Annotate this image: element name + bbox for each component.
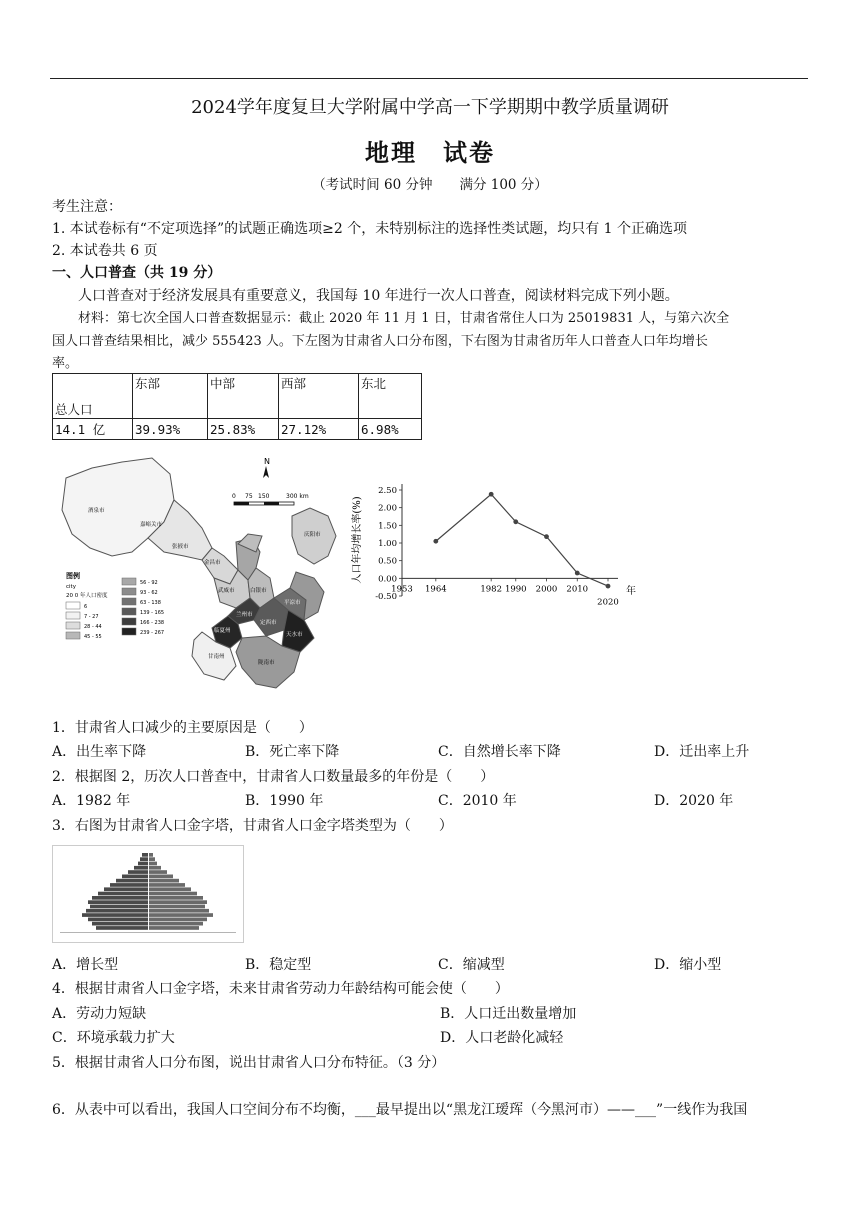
city-label: 天水市	[286, 632, 303, 638]
legend-label: 45 - 55	[84, 634, 102, 640]
scale-label: 0	[232, 493, 236, 500]
x-tick-label: 1953	[391, 584, 413, 595]
q4-option-c[interactable]: C．环境承载力扩大	[52, 1030, 175, 1046]
question-stem: 5．根据甘肃省人口分布图，说出甘肃省人口分布特征。（3 分）	[52, 1055, 446, 1071]
pyramid-bar-female	[149, 922, 203, 926]
pyramid-bar-male	[98, 892, 148, 896]
note-item: 1. 本试卷标有“不定项选择”的试题正确选项≥2 个，未特别标注的选择性类试题，均只有 1 个正确选项	[52, 221, 688, 237]
x-tick-label: 2020	[597, 597, 619, 608]
pyramid-bar-male	[134, 866, 148, 870]
data-point	[606, 584, 611, 589]
pyramid-bar-male	[138, 862, 148, 866]
legend-label: 56 - 92	[140, 580, 158, 586]
legend-swatch	[66, 612, 80, 619]
series-line	[436, 494, 608, 586]
exam-title: 2024学年度复旦大学附属中学高一下学期期中教学质量调研	[191, 97, 669, 118]
city-label: 金昌市	[204, 560, 221, 566]
y-tick-label: 2.00	[378, 503, 397, 514]
material-text: 率。	[52, 356, 79, 371]
pyramid-bar-female	[149, 905, 205, 909]
pyramid-bar-female	[149, 883, 185, 887]
q3-option-d[interactable]: D．缩小型	[654, 957, 722, 973]
legend-swatch	[66, 622, 80, 629]
pyramid-bar-male	[128, 870, 148, 874]
city-label: 庆阳市	[304, 532, 321, 538]
pyramid-bar-female	[149, 870, 167, 874]
pyramid-bar-female	[149, 926, 199, 930]
legend-label: 7 - 27	[84, 614, 99, 620]
pyramid-bar-female	[149, 862, 157, 866]
table-cell: 25.83%	[208, 419, 279, 440]
question-stem: 4．根据甘肃省人口金字塔，未来甘肃省劳动力年龄结构可能会使（ ）	[52, 981, 509, 997]
pyramid-bar-male	[140, 857, 148, 861]
y-tick-label: 0.00	[378, 574, 397, 585]
table-header: 西部	[279, 374, 359, 419]
x-axis-label: 年	[626, 586, 636, 597]
legend-swatch	[66, 632, 80, 639]
subject-title: 地理 试卷	[365, 138, 495, 167]
table-header: 中部	[208, 374, 279, 419]
data-point	[544, 534, 549, 539]
legend-title: 图例	[66, 571, 80, 580]
pyramid-bar-female	[149, 875, 173, 879]
city-label: 兰州市	[236, 612, 253, 618]
pyramid-bar-male	[104, 887, 148, 891]
legend-label: 6	[84, 604, 88, 610]
pyramid-bar-female	[149, 857, 155, 861]
city-label: 平凉市	[284, 600, 301, 606]
population-pyramid	[52, 845, 244, 943]
material-text: 国人口普查结果相比，减少 555423 人。下左图为甘肃省人口分布图，下右图为甘肃省历年人口普查人口年均增长	[52, 334, 708, 349]
question-stem: 2．根据图 2，历次人口普查中，甘肃省人口数量最多的年份是（ ）	[52, 769, 495, 785]
pyramid-bar-female	[149, 900, 207, 904]
data-point	[489, 492, 494, 497]
city-label: 张掖市	[172, 544, 189, 550]
city-label: 临夏州	[214, 628, 231, 634]
pyramid-bar-male	[92, 922, 148, 926]
y-tick-label: 1.00	[378, 539, 397, 549]
pyramid-bar-male	[116, 879, 148, 883]
q1-option-a[interactable]: A．出生率下降	[52, 744, 147, 760]
city-label: 定西市	[260, 620, 277, 626]
pyramid-bar-male	[86, 909, 148, 913]
material-text: 材料：第七次全国人口普查数据显示：截止 2020 年 11 月 1 日，甘肃省常住人口为 25019831 人，与第六次全	[78, 311, 730, 326]
legend-sub: 20 0 年人口密度	[66, 593, 108, 599]
q2-option-d[interactable]: D．2020 年	[654, 793, 734, 809]
legend-label: 139 - 165	[140, 610, 165, 616]
pyramid-bar-female	[149, 866, 161, 870]
data-point	[575, 571, 580, 576]
pyramid-bar-male	[110, 883, 148, 887]
city-label: 甘南州	[208, 654, 225, 660]
pyramid-bar-female	[149, 853, 153, 857]
pyramid-bar-male	[122, 875, 148, 879]
legend-swatch	[66, 602, 80, 609]
city-label: 白银市	[250, 588, 267, 594]
pyramid-bar-female	[149, 879, 179, 883]
table-header: 总人口	[53, 374, 133, 419]
table-cell: 14.1 亿	[53, 419, 133, 440]
q1-option-d[interactable]: D．迁出率上升	[654, 744, 750, 760]
chart-svg	[350, 478, 640, 608]
table-header: 东部	[133, 374, 208, 419]
q2-option-a[interactable]: A．1982 年	[52, 793, 131, 809]
pyramid-svg	[52, 845, 244, 943]
q2-option-b[interactable]: B．1990 年	[245, 793, 324, 809]
city-label: 陇南市	[258, 660, 275, 666]
pyramid-bar-male	[142, 853, 148, 857]
top-rule	[50, 78, 808, 79]
note-item: 2. 本试卷共 6 页	[52, 243, 158, 259]
question-stem: 3．右图为甘肃省人口金字塔，甘肃省人口金字塔类型为（ ）	[52, 818, 453, 834]
scale-label: 75	[245, 493, 253, 500]
legend-swatch	[122, 578, 136, 585]
pyramid-bar-female	[149, 892, 197, 896]
chart-marks	[433, 492, 610, 589]
pyramid-bar-male	[88, 918, 148, 922]
legend-swatch	[122, 608, 136, 615]
pyramid-bar-female	[149, 918, 207, 922]
q1-option-c[interactable]: C．自然增长率下降	[438, 744, 561, 760]
city-label: 酒泉市	[88, 508, 105, 514]
table-cell: 6.98%	[359, 419, 422, 440]
north-arrow-icon	[263, 466, 269, 478]
legend-label: 93 - 62	[140, 590, 158, 596]
x-tick-label: 1990	[504, 584, 527, 595]
pyramid-bar-female	[149, 887, 191, 891]
q3-option-c[interactable]: C．缩减型	[438, 957, 505, 973]
x-tick-label: 1964	[425, 584, 447, 595]
data-point	[513, 519, 518, 524]
question-stem: 1．甘肃省人口减少的主要原因是（ ）	[52, 720, 313, 736]
legend-swatch	[122, 588, 136, 595]
section-intro: 人口普查对于经济发展具有重要意义，我国每 10 年进行一次人口普查，阅读材料完成下列小题。	[78, 288, 679, 304]
legend-label: 239 - 267	[140, 630, 165, 636]
q2-option-c[interactable]: C．2010 年	[438, 793, 517, 809]
table-header: 东北	[359, 374, 422, 419]
q4-option-a[interactable]: A．劳动力短缺	[52, 1006, 147, 1022]
legend-right	[122, 578, 164, 636]
y-tick-label: 1.50	[378, 521, 397, 532]
scale-label: 300 km	[286, 493, 309, 500]
q3-option-a[interactable]: A．增长型	[52, 957, 119, 973]
pyramid-bar-male	[90, 905, 148, 909]
pyramid-bar-male	[96, 926, 148, 930]
legend-label: 63 - 138	[140, 600, 161, 606]
y-tick-label: 2.50	[378, 486, 397, 496]
legend-sub: city	[66, 584, 76, 590]
notes-heading: 考生注意：	[52, 199, 122, 215]
table-cell: 27.12%	[279, 419, 359, 440]
q3-option-b[interactable]: B．稳定型	[245, 957, 312, 973]
scale-label: 150	[258, 493, 270, 500]
x-tick-label: 2010	[566, 584, 589, 595]
legend-swatch	[122, 628, 136, 635]
legend-left	[66, 602, 102, 640]
legend-label: 166 - 238	[140, 620, 165, 626]
legend-swatch	[122, 598, 136, 605]
pyramid-bar-male	[82, 913, 148, 917]
y-tick-label: -0.50	[375, 592, 397, 602]
legend-label: 28 - 44	[84, 624, 102, 630]
scale-bar-seg	[234, 502, 249, 505]
pyramid-bar-female	[149, 913, 213, 917]
y-tick-label: 0.50	[378, 556, 397, 567]
data-point	[433, 539, 438, 544]
pyramid-bar-female	[149, 896, 203, 900]
population-table	[52, 373, 422, 440]
q4-option-d[interactable]: D．人口老龄化减轻	[440, 1030, 564, 1046]
x-tick-label: 1982	[480, 584, 502, 595]
question-stem: 6．从表中可以看出，我国人口空间分布不均衡，___最早提出以“黑龙江瑷珲（今黑河市）——___”一线作为我国	[52, 1102, 748, 1118]
q1-option-b[interactable]: B．死亡率下降	[245, 744, 340, 760]
pyramid-bar-male	[92, 896, 148, 900]
q4-option-b[interactable]: B．人口迁出数量增加	[440, 1006, 577, 1022]
growth-rate-chart	[350, 478, 640, 608]
exam-info: （考试时间 60 分钟 满分 100 分）	[312, 177, 548, 193]
city-label: 嘉峪关市	[140, 522, 163, 528]
pyramid-bar-male	[88, 900, 148, 904]
north-label: N	[264, 457, 270, 466]
x-tick-label: 2000	[535, 584, 558, 595]
gansu-population-map	[52, 452, 342, 694]
legend-swatch	[122, 618, 136, 625]
map-svg	[52, 452, 342, 694]
y-axis-label: 人口年均增长率(%)	[352, 496, 363, 584]
scale-bar-seg	[264, 502, 279, 505]
chart-ticks	[375, 486, 619, 607]
section-heading: 一、人口普查（共 19 分）	[52, 265, 222, 281]
city-label: 武威市	[218, 588, 235, 594]
pyramid-bar-female	[149, 909, 209, 913]
table-cell: 39.93%	[133, 419, 208, 440]
